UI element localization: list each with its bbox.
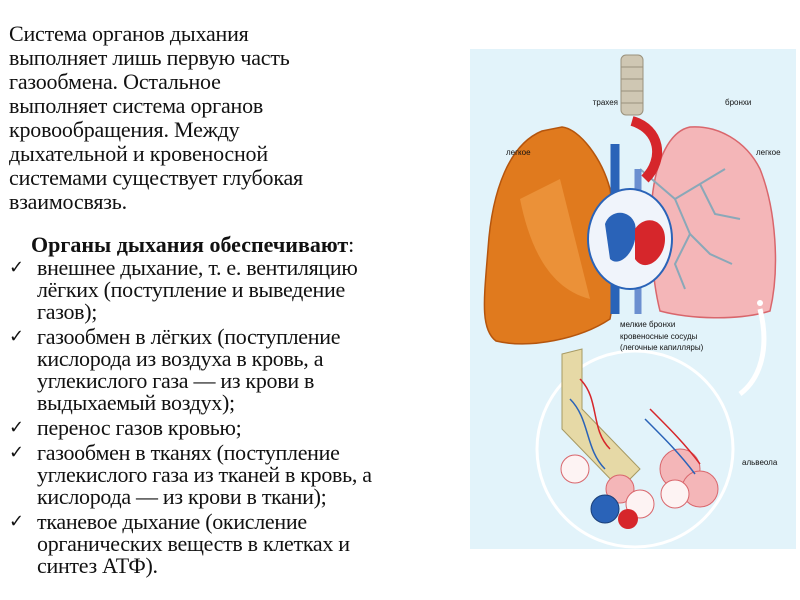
- list-item-line: внешнее дыхание, т. е. вентиляцию: [37, 255, 358, 280]
- list-item-line: перенос газов кровью;: [37, 415, 242, 440]
- intro-text: [9, 22, 469, 214]
- list-item-line: газообмен в лёгких (поступление: [37, 324, 341, 349]
- intro-line: выполняет лишь первую часть: [9, 45, 290, 70]
- subheading-colon: :: [348, 232, 355, 257]
- list-item-line: синтез АТФ).: [37, 553, 158, 578]
- list-item-line: углекислого газа — из крови в: [37, 368, 315, 393]
- label-small-bronchi: мелкие бронхи: [620, 320, 676, 329]
- intro-line: кровообращения. Между: [9, 117, 240, 142]
- list-item: [9, 511, 469, 577]
- list-item: [9, 442, 469, 508]
- list-item-line: кислорода из воздуха в кровь, а: [37, 346, 324, 371]
- respiratory-system-illustration: [470, 49, 796, 549]
- list-item-line: лёгких (поступление и выведение: [37, 277, 345, 302]
- label-capillaries: (легочные капилляры): [620, 343, 704, 352]
- check-icon: ✓: [9, 257, 24, 278]
- label-trachea: трахея: [592, 98, 618, 107]
- list-item: [9, 326, 469, 414]
- functions-list: [9, 257, 469, 580]
- detail-arrow: [740, 309, 764, 394]
- list-item-line: углекислого газа из тканей в кровь, а: [37, 462, 372, 487]
- intro-paragraph: [9, 22, 469, 214]
- subheading-text: Органы дыхания обеспечивают: [31, 232, 349, 257]
- list-item: [9, 417, 469, 439]
- label-bronchi: бронхи: [725, 98, 752, 107]
- label-alveola: альвеола: [742, 458, 778, 467]
- intro-line: дыхательной и кровеносной: [9, 141, 268, 166]
- list-item-line: выдыхаемый воздух);: [37, 390, 235, 415]
- list-item-line: тканевое дыхание (окисление: [37, 509, 307, 534]
- list-item-line: кислорода — из крови в ткани);: [37, 484, 327, 509]
- intro-line: системами существует глубокая: [9, 165, 303, 190]
- list-item: [9, 257, 469, 323]
- intro-line: взаимосвязь.: [9, 189, 127, 214]
- trachea: [621, 55, 643, 115]
- check-icon: ✓: [9, 442, 24, 463]
- respiratory-diagram: [470, 49, 796, 549]
- list-item-line: газов);: [37, 299, 98, 324]
- intro-line: газообмена. Остальное: [9, 69, 221, 94]
- list-item-line: органических веществ в клетках и: [37, 531, 350, 556]
- check-icon: ✓: [9, 417, 24, 438]
- label-lung-left: легкое: [506, 148, 531, 157]
- intro-line: выполняет система органов: [9, 93, 264, 118]
- heart: [588, 189, 672, 289]
- list-item-line: газообмен в тканях (поступление: [37, 440, 340, 465]
- intro-line: Система органов дыхания: [9, 21, 249, 46]
- check-icon: ✓: [9, 511, 24, 532]
- check-icon: ✓: [9, 326, 24, 347]
- label-lung-right: легкое: [756, 148, 781, 157]
- label-blood-vessels: кровеносные сосуды: [620, 332, 698, 341]
